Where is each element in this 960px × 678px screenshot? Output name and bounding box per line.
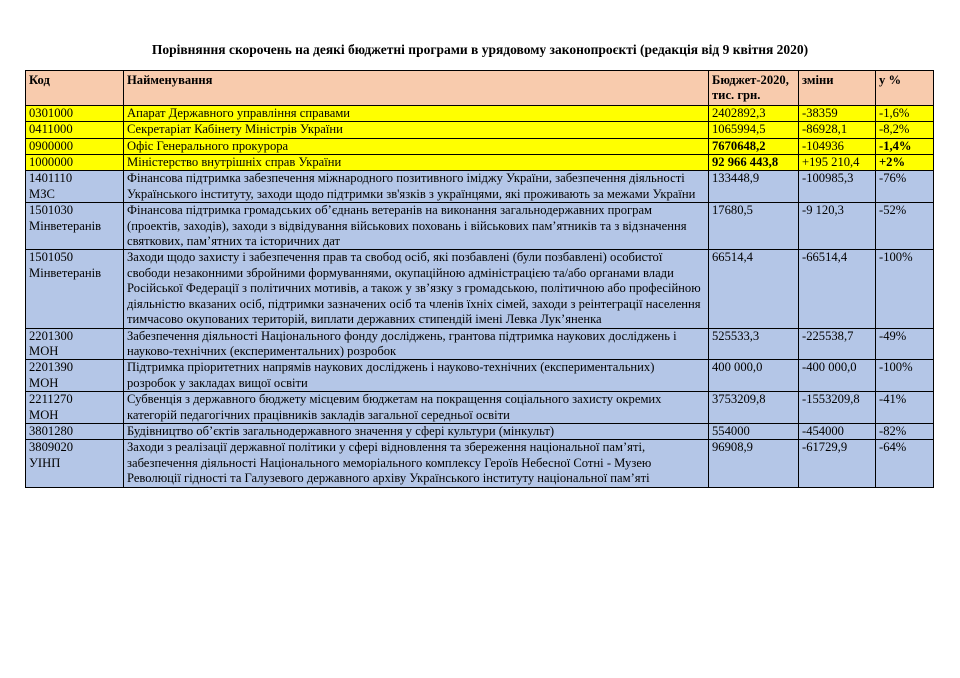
cell-name: Секретаріат Кабінету Міністрів України [124, 122, 709, 138]
cell-percent: -82% [876, 423, 934, 439]
table-row [26, 122, 934, 138]
program-code: 1000000 [29, 155, 74, 170]
cell-name: Заходи з реалізації державної політики у сфері відновлення та збереження національної пам’яті, забезпечення діяльності Національного меморіального комплексу Героїв Небесної Сотні - Музею Революції гідності та Галузевого державного архіву Українського інституту національної пам’яті [124, 440, 709, 487]
cell-change: -38359 [799, 105, 876, 121]
cell-name: Забезпечення діяльності Національного фонду досліджень, грантова підтримка наукових досліджень і науково-технічних (експериментальних) розробок [124, 328, 709, 360]
cell-name: Будівництво об’єктів загальнодержавного значення у сфері культури (мінкульт) [124, 423, 709, 439]
table-row [26, 360, 934, 392]
program-code: 1501030 [29, 203, 74, 218]
ministry-abbreviation: УІНП [29, 455, 61, 470]
cell-change: -225538,7 [799, 328, 876, 360]
cell-change: -9 120,3 [799, 203, 876, 250]
program-code: 0301000 [29, 105, 74, 120]
cell-budget: 7670648,2 [709, 138, 799, 154]
program-code: 1401110 [29, 171, 73, 186]
cell-change: -454000 [799, 423, 876, 439]
cell-percent: +2% [876, 155, 934, 171]
cell-code [26, 105, 124, 121]
program-code: 2201390 [29, 360, 74, 375]
table-row [26, 138, 934, 154]
table-row [26, 392, 934, 424]
cell-percent: -1,4% [876, 138, 934, 154]
cell-code [26, 171, 124, 203]
header-name: Найменування [124, 71, 709, 106]
program-code: 1501050 [29, 250, 74, 265]
cell-change: -61729,9 [799, 440, 876, 487]
cell-percent: -76% [876, 171, 934, 203]
header-percent: у % [876, 71, 934, 106]
cell-budget: 2402892,3 [709, 105, 799, 121]
budget-comparison-table [25, 70, 934, 488]
program-code: 2211270 [29, 392, 73, 407]
cell-budget: 525533,3 [709, 328, 799, 360]
program-code: 0411000 [29, 122, 73, 137]
cell-budget: 400 000,0 [709, 360, 799, 392]
cell-percent: -100% [876, 250, 934, 328]
cell-percent: -41% [876, 392, 934, 424]
cell-code [26, 155, 124, 171]
table-row [26, 105, 934, 121]
cell-change: -86928,1 [799, 122, 876, 138]
header-change: зміни [799, 71, 876, 106]
cell-name: Апарат Державного управління справами [124, 105, 709, 121]
cell-budget: 96908,9 [709, 440, 799, 487]
cell-budget: 66514,4 [709, 250, 799, 328]
program-code: 2201300 [29, 328, 74, 343]
cell-code [26, 392, 124, 424]
table-row [26, 171, 934, 203]
cell-change: -100985,3 [799, 171, 876, 203]
cell-budget: 133448,9 [709, 171, 799, 203]
ministry-abbreviation: Мінветеранів [29, 265, 102, 280]
cell-name: Міністерство внутрішніх справ України [124, 155, 709, 171]
cell-change: -1553209,8 [799, 392, 876, 424]
cell-change: -400 000,0 [799, 360, 876, 392]
cell-budget: 92 966 443,8 [709, 155, 799, 171]
program-code: 3809020 [29, 440, 74, 455]
ministry-abbreviation: Мінветеранів [29, 218, 102, 233]
header-code: Код [26, 71, 124, 106]
table-row [26, 440, 934, 487]
table-body [26, 105, 934, 487]
cell-name: Офіс Генерального прокурора [124, 138, 709, 154]
cell-code [26, 203, 124, 250]
table-row [26, 423, 934, 439]
cell-code [26, 122, 124, 138]
cell-code [26, 440, 124, 487]
document-title: Порівняння скорочень на деякі бюджетні програми в урядовому законопроєкті (редакція від 9 квітня 2020) [151, 42, 809, 57]
table-row [26, 328, 934, 360]
cell-name: Підтримка пріоритетних напрямів наукових досліджень і науково-технічних (експериментальних) розробок у закладах вищої освіти [124, 360, 709, 392]
cell-budget: 554000 [709, 423, 799, 439]
cell-code [26, 423, 124, 439]
cell-name: Фінансова підтримка забезпечення міжнародного позитивного іміджу України, забезпечення діяльності Українського інституту, заходи щодо підтримки зв'язків з українцями, які проживають за межами України [124, 171, 709, 203]
cell-percent: -1,6% [876, 105, 934, 121]
cell-code [26, 138, 124, 154]
cell-budget: 1065994,5 [709, 122, 799, 138]
cell-change: -104936 [799, 138, 876, 154]
ministry-abbreviation: МОН [29, 375, 59, 390]
ministry-abbreviation: МОН [29, 343, 59, 358]
program-code: 0900000 [29, 138, 74, 153]
cell-percent: -64% [876, 440, 934, 487]
cell-percent: -100% [876, 360, 934, 392]
table-header-row [26, 71, 934, 106]
cell-code [26, 328, 124, 360]
cell-budget: 17680,5 [709, 203, 799, 250]
cell-name: Субвенція з державного бюджету місцевим бюджетам на покращення соціального захисту окремих категорій педагогічних працівників закладів загальної середньої освіти [124, 392, 709, 424]
cell-name: Фінансова підтримка громадських об’єднань ветеранів на виконання загальнодержавних програм (проектів, заходів), заходи з відвідування військових поховань і військових пам’ятників та з відзначення святкових, пам’ятних та історичних дат [124, 203, 709, 250]
cell-code [26, 360, 124, 392]
table-row [26, 203, 934, 250]
cell-percent: -8,2% [876, 122, 934, 138]
cell-change: +195 210,4 [799, 155, 876, 171]
cell-change: -66514,4 [799, 250, 876, 328]
cell-name: Заходи щодо захисту і забезпечення прав та свобод осіб, які позбавлені (були позбавлені) особистої свободи незаконними збройними формуваннями, окупаційною адміністрацією та/або органами влади Російської Федерації з політичних мотивів, а також у зв’язку з громадською, політичною або професійною діяльністю вказаних осіб, підтримки зазначених осіб та членів їхніх сімей, заходи з реінтеграції населення тимчасово окупованих територій, виплати державних стипендій імені Левка Лук’яненка [124, 250, 709, 328]
header-budget: Бюджет-2020, тис. грн. [709, 71, 799, 106]
table-row [26, 155, 934, 171]
cell-percent: -49% [876, 328, 934, 360]
program-code: 3801280 [29, 423, 74, 438]
cell-code [26, 250, 124, 328]
table-row [26, 250, 934, 328]
ministry-abbreviation: МОН [29, 407, 59, 422]
ministry-abbreviation: МЗС [29, 186, 55, 201]
cell-budget: 3753209,8 [709, 392, 799, 424]
cell-percent: -52% [876, 203, 934, 250]
